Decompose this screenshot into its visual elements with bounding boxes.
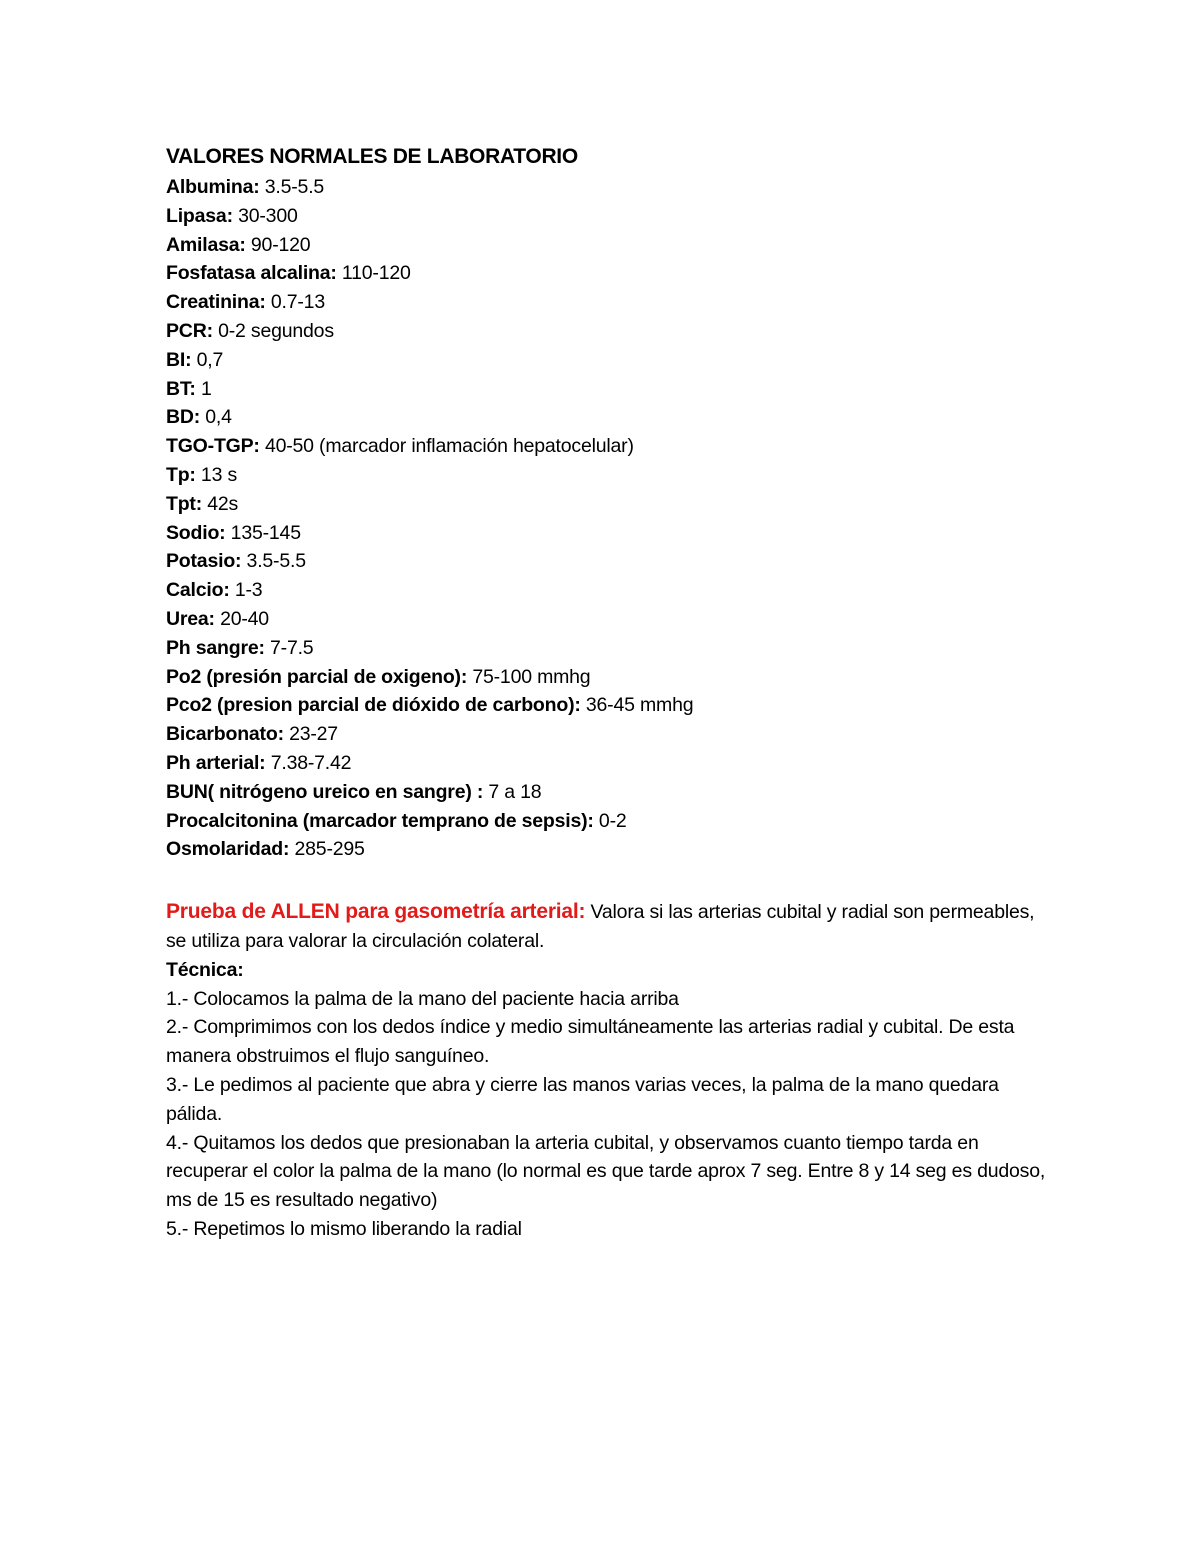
- lab-value-row: [166, 288, 1046, 317]
- lab-value-name: Calcio:: [166, 579, 230, 602]
- allen-intro-text: Valora si las arterias cubital y radial son permeables, se utiliza para valorar la circulación colateral.: [166, 901, 1035, 952]
- lab-value-range: 285-295: [289, 838, 365, 861]
- allen-test-section: [166, 898, 1046, 1244]
- lab-value-range: 0-2: [593, 809, 627, 832]
- technique-step: 5.- Repetimos lo mismo liberando la radial: [166, 1217, 522, 1240]
- lab-value-row: [166, 778, 1046, 807]
- lab-value-range: 13 s: [195, 463, 237, 486]
- lab-value-name: Urea:: [166, 607, 215, 630]
- lab-values-list: [166, 173, 1046, 864]
- lab-value-row: [166, 173, 1046, 202]
- lab-value-row: [166, 432, 1046, 461]
- lab-value-range: 1: [195, 377, 212, 400]
- lab-value-range: 7.38-7.42: [265, 751, 352, 774]
- lab-value-row: [166, 605, 1046, 634]
- lab-value-row: [166, 403, 1046, 432]
- lab-value-row: [166, 346, 1046, 375]
- lab-value-name: Po2 (presión parcial de oxigeno):: [166, 665, 468, 688]
- lab-value-row: [166, 720, 1046, 749]
- lab-value-row: [166, 202, 1046, 231]
- lab-value-name: PCR:: [166, 319, 213, 342]
- lab-value-range: 42s: [202, 492, 239, 515]
- lab-value-row: [166, 231, 1046, 260]
- technique-step: 1.- Colocamos la palma de la mano del paciente hacia arriba: [166, 987, 679, 1010]
- lab-value-row: [166, 461, 1046, 490]
- lab-value-row: [166, 317, 1046, 346]
- lab-value-range: 0,7: [191, 348, 224, 371]
- lab-value-range: 30-300: [232, 204, 298, 227]
- lab-value-name: Ph arterial:: [166, 751, 266, 774]
- lab-value-row: [166, 519, 1046, 548]
- lab-value-row: [166, 835, 1046, 864]
- lab-value-range: 23-27: [283, 723, 338, 746]
- tecnica-label: Técnica:: [166, 958, 244, 981]
- lab-value-row: [166, 576, 1046, 605]
- lab-value-range: 90-120: [245, 233, 311, 256]
- lab-value-range: 36-45 mmhg: [580, 694, 694, 717]
- lab-value-range: 135-145: [225, 521, 301, 544]
- technique-step: 2.- Comprimimos con los dedos índice y medio simultáneamente las arterias radial y cubital. De esta manera obstruimos el flujo sanguíneo.: [166, 1016, 1015, 1068]
- lab-value-row: [166, 807, 1046, 836]
- page-title: VALORES NORMALES DE LABORATORIO: [166, 145, 578, 168]
- lab-value-name: Ph sangre:: [166, 636, 265, 659]
- document-content: [166, 140, 1046, 1244]
- lab-value-range: 3.5-5.5: [259, 176, 325, 198]
- lab-value-name: Procalcitonina (marcador temprano de sepsis):: [166, 809, 594, 832]
- lab-value-name: Albumina:: [166, 176, 260, 198]
- lab-value-name: BT:: [166, 377, 196, 400]
- lab-value-range: 75-100 mmhg: [467, 665, 591, 688]
- lab-value-range: 0-2 segundos: [212, 319, 334, 342]
- lab-value-name: TGO-TGP:: [166, 435, 260, 458]
- lab-value-name: BI:: [166, 348, 192, 371]
- lab-value-row: [166, 749, 1046, 778]
- lab-value-range: 110-120: [336, 262, 411, 285]
- lab-value-name: Lipasa:: [166, 204, 233, 227]
- allen-intro-paragraph: [166, 898, 1046, 956]
- technique-step: 4.- Quitamos los dedos que presionaban la arteria cubital, y observamos cuanto tiempo tarda en recuperar el color la palma de la mano (lo normal es que tarde aprox 7 seg. Entre 8 y 14 seg es dudoso, ms de 15 es resultado negativo): [166, 1131, 1046, 1212]
- lab-value-range: 20-40: [214, 607, 269, 630]
- lab-value-name: Bicarbonato:: [166, 723, 284, 746]
- technique-steps-list: [166, 985, 1046, 1244]
- lab-value-name: BD:: [166, 406, 201, 429]
- lab-value-name: Amilasa:: [166, 233, 246, 256]
- lab-value-name: Tpt:: [166, 492, 203, 515]
- lab-value-range: 0.7-13: [265, 291, 325, 314]
- lab-value-name: Sodio:: [166, 521, 226, 544]
- lab-value-range: 0,4: [200, 406, 232, 429]
- lab-value-row: [166, 259, 1046, 288]
- lab-value-range: 40-50 (marcador inflamación hepatocelular): [259, 435, 634, 458]
- lab-value-row: [166, 634, 1046, 663]
- lab-value-name: Potasio:: [166, 550, 242, 573]
- lab-value-name: Osmolaridad:: [166, 838, 290, 861]
- lab-value-name: Pco2 (presion parcial de dióxido de carbono):: [166, 694, 581, 717]
- lab-value-name: BUN( nitrógeno ureico en sangre) :: [166, 780, 484, 803]
- lab-value-name: Creatinina:: [166, 291, 266, 314]
- lab-value-row: [166, 375, 1046, 404]
- lab-value-row: [166, 547, 1046, 576]
- lab-value-name: Tp:: [166, 463, 196, 486]
- lab-value-range: 7-7.5: [264, 636, 314, 659]
- lab-value-name: Fosfatasa alcalina:: [166, 262, 337, 285]
- lab-value-range: 1-3: [229, 579, 263, 602]
- lab-value-range: 3.5-5.5: [241, 550, 306, 573]
- technique-step: 3.- Le pedimos al paciente que abra y cierre las manos varias veces, la palma de la mano quedara pálida.: [166, 1073, 999, 1125]
- allen-heading: Prueba de ALLEN para gasometría arterial:: [166, 900, 586, 924]
- lab-value-row: [166, 663, 1046, 692]
- lab-value-row: [166, 490, 1046, 519]
- lab-value-row: [166, 691, 1046, 720]
- lab-value-range: 7 a 18: [483, 780, 542, 803]
